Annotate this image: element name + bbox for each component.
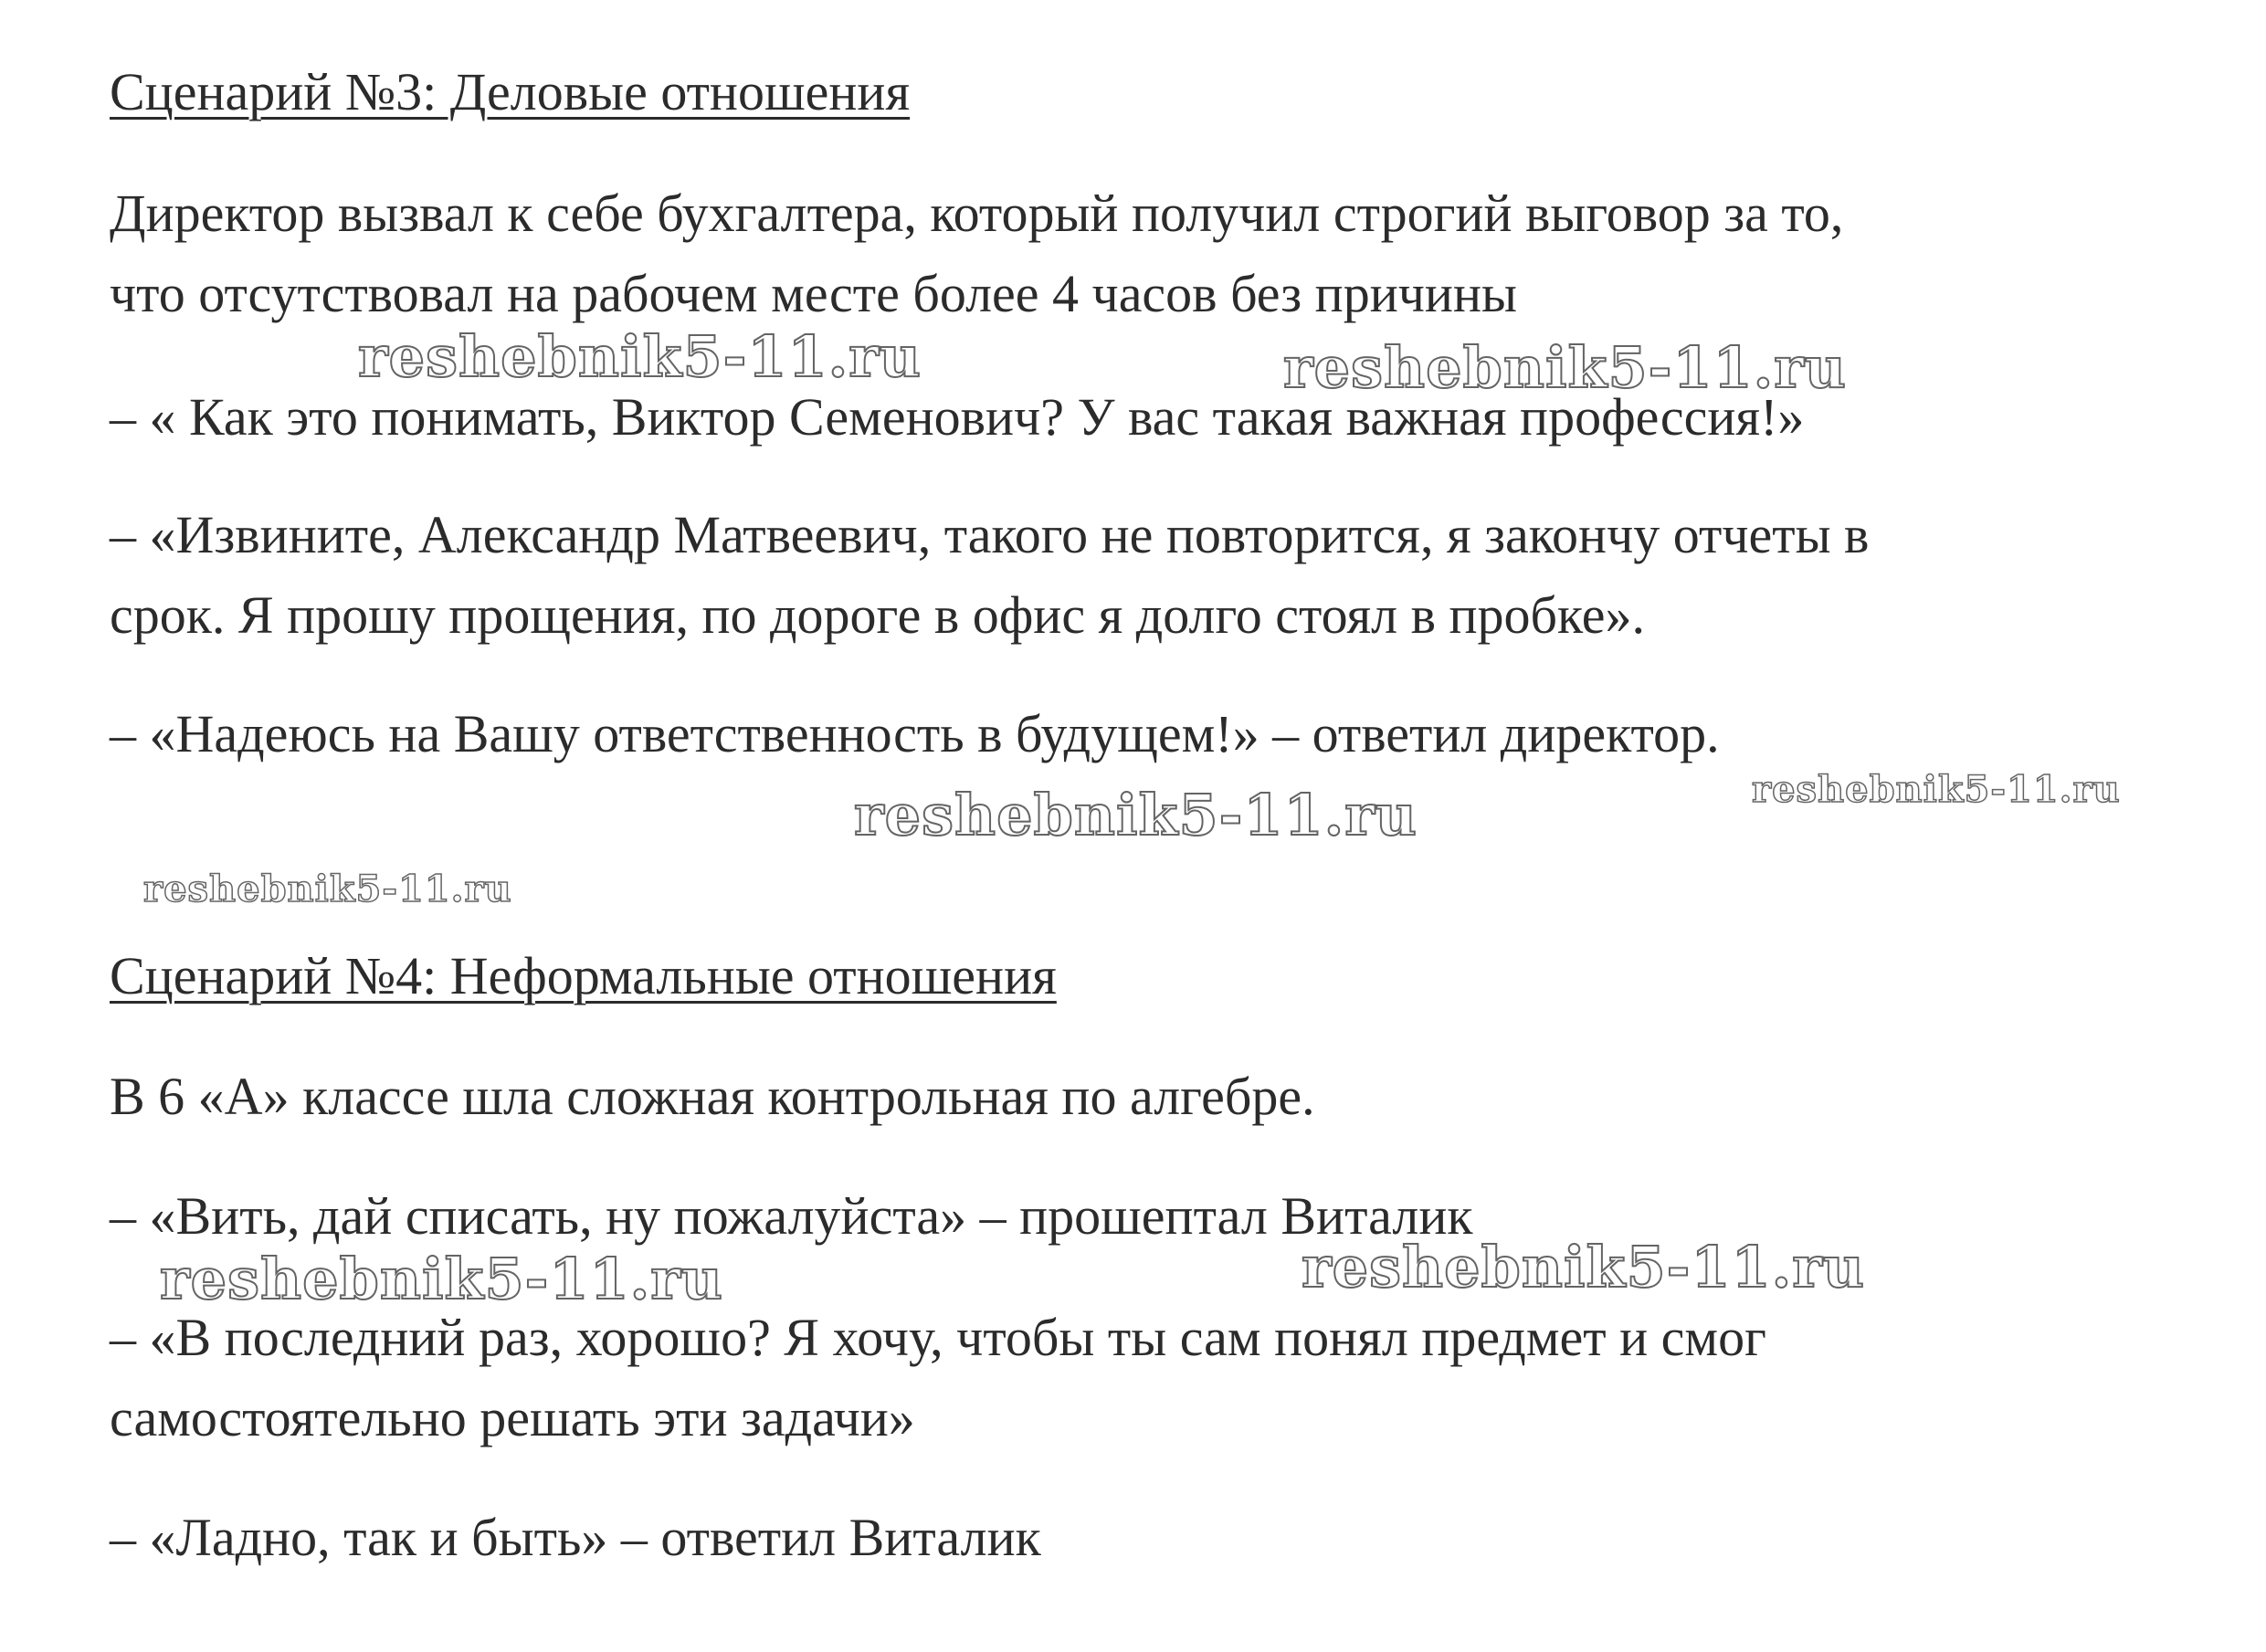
scenario3-heading: Сценарий №3: Деловые отношения [110, 62, 911, 121]
scenario3-intro-line2: что отсутствовал на рабочем месте более 4 часов без причины [110, 264, 1517, 323]
scenario4-dialog2-line2: самостоятельно решать эти задачи» [110, 1388, 915, 1447]
scenario3-intro-line1: Директор вызвал к себе бухгалтера, который получил строгий выговор за то, [110, 184, 1844, 243]
watermark: reshebnik5-11.ru [1302, 1234, 1865, 1300]
scenario4-dialog3: – «Ладно, так и быть» – ответил Виталик [110, 1508, 1041, 1567]
scenario3-dialog1: – « Как это понимать, Виктор Семенович? У вас такая важная профессия!» [110, 387, 1805, 447]
watermark: reshebnik5-11.ru [1752, 768, 2121, 811]
scenario3-dialog3: – «Надеюсь на Вашу ответственность в будущем!» – ответил директор. [110, 704, 1720, 763]
scenario4-dialog1: – «Вить, дай списать, ну пожалуйста» – прошептал Виталик [110, 1186, 1473, 1246]
scenario4-intro: В 6 «А» классе шла сложная контрольная по алгебре. [110, 1067, 1315, 1126]
watermark: reshebnik5-11.ru [1283, 334, 1847, 401]
watermark: reshebnik5-11.ru [854, 782, 1418, 848]
scenario4-heading: Сценарий №4: Неформальные отношения [110, 946, 1057, 1005]
watermark: reshebnik5-11.ru [358, 323, 922, 390]
watermark: reshebnik5-11.ru [143, 868, 512, 910]
scenario3-dialog2-line1: – «Извините, Александр Матвеевич, такого не повторится, я закончу отчеты в [110, 505, 1870, 564]
scenario3-dialog2-line2: срок. Я прошу прощения, по дороге в офис я долго стоял в пробке». [110, 585, 1646, 645]
scenario4-dialog2-line1: – «В последний раз, хорошо? Я хочу, чтобы ты сам понял предмет и смог [110, 1308, 1766, 1367]
watermark: reshebnik5-11.ru [160, 1246, 723, 1312]
